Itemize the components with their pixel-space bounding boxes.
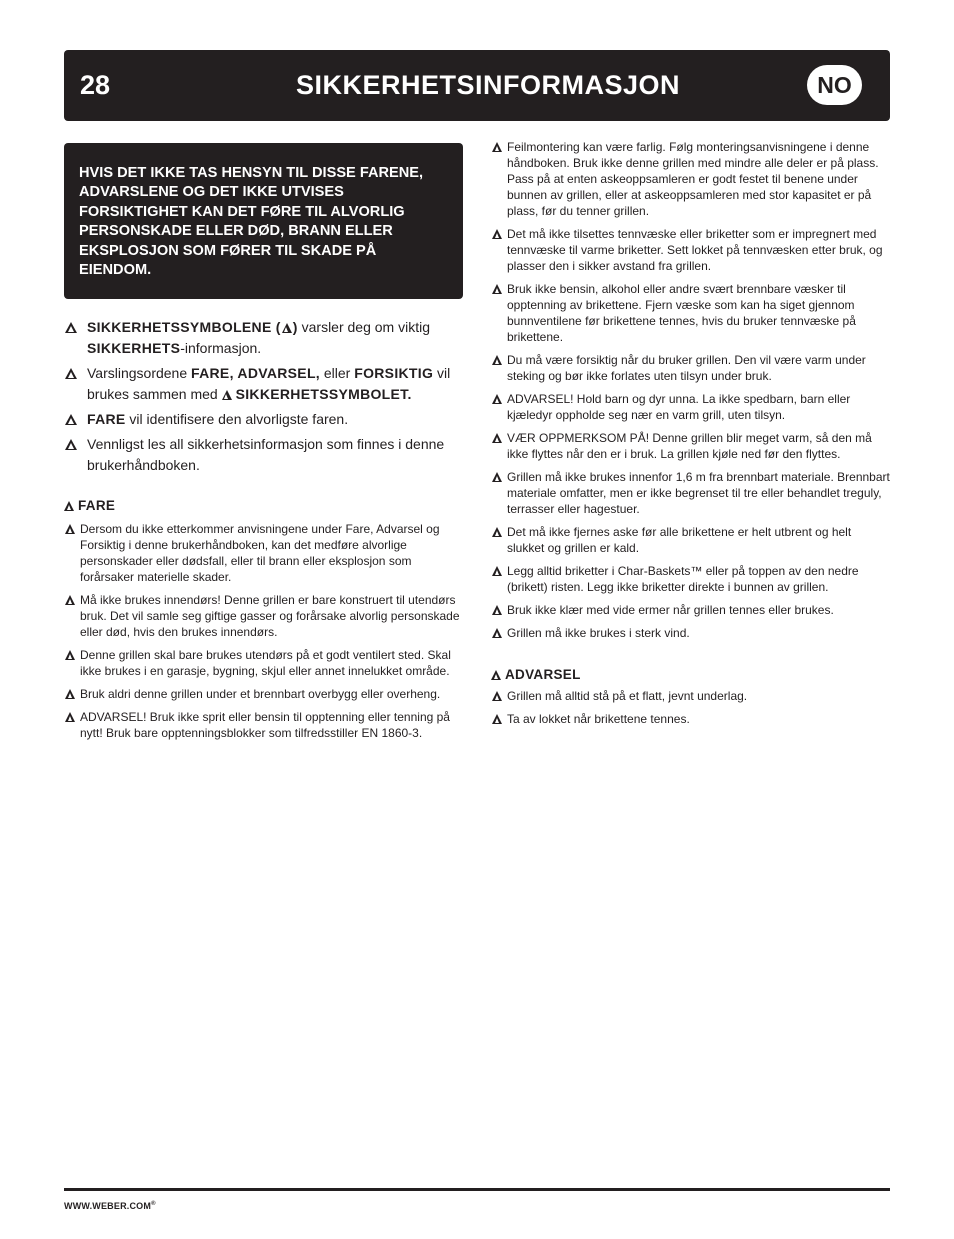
advarsel-heading [491, 667, 891, 682]
symbol-text: Vennligst les all sikkerhetsinformasjon som finnes i denne brukerhåndboken. [87, 436, 445, 473]
list-item [64, 709, 466, 741]
symbol-text: eller [320, 365, 355, 381]
symbol-term: FORSIKTIG [354, 365, 434, 381]
list-item-text: ADVARSEL! Hold barn og dyr unna. La ikke spedbarn, barn eller kjæledyr oppholde seg nær en varm grill, uten tilsyn. [507, 392, 851, 422]
warning-triangle-icon [65, 689, 75, 699]
warning-triangle-icon [65, 524, 75, 534]
list-item [491, 563, 891, 595]
warning-triangle-icon [65, 439, 77, 450]
list-item-text: ADVARSEL! Bruk ikke sprit eller bensin til opptenning eller tenning på nytt! Bruk bare opptenningsblokker som tilfredsstiller EN 1860-3. [80, 710, 450, 740]
list-item-text: Dersom du ikke etterkommer anvisningene under Fare, Advarsel og Forsiktig i denne brukerhåndboken, kan det medføre alvorlige personskader eller dødsfall, eller til brann eller eksplosjon som forårsaker materielle skader. [80, 522, 440, 584]
fare-heading [64, 498, 466, 513]
list-item-text: Feilmontering kan være farlig. Følg monteringsanvisningene i denne håndboken. Bruk ikke denne grillen med mindre alle deler er på plass. Pass på at enten askeoppsamleren er godt festet til benene under bunnen av grillen, eller at askeoppsamleren med stor kapasitet er på plass, før du tenner grillen. [507, 140, 879, 218]
page-header [64, 50, 890, 121]
left-column [64, 317, 466, 748]
warning-triangle-icon [491, 670, 501, 680]
symbol-item-2 [64, 363, 466, 405]
symbol-term: FARE [87, 411, 126, 427]
list-item [491, 469, 891, 517]
symbol-item-3 [64, 409, 466, 430]
list-item-text: Det må ikke fjernes aske før alle brikettene er helt utbrent og helt slukket og grillen er kald. [507, 525, 852, 555]
warning-triangle-icon [492, 566, 502, 576]
symbol-text: -informasjon. [180, 340, 262, 356]
list-item-text: Denne grillen skal bare brukes utendørs på et godt ventilert sted. Skal ikke brukes i en garasje, bygning, skjul eller annet innelukket område. [80, 648, 451, 678]
list-item [491, 625, 891, 641]
list-item [491, 352, 891, 384]
warning-triangle-icon [64, 501, 74, 511]
list-item [491, 139, 891, 219]
warning-triangle-icon [492, 284, 502, 294]
warning-triangle-icon [65, 712, 75, 722]
list-item [491, 711, 891, 727]
list-item-text: Bruk ikke klær med vide ermer når grillen tennes eller brukes. [507, 603, 834, 617]
warning-triangle-icon [65, 414, 77, 425]
warning-triangle-icon [65, 595, 75, 605]
warning-triangle-icon [492, 628, 502, 638]
symbol-text: vil brukes sammen med [87, 365, 451, 402]
list-item [491, 430, 891, 462]
symbol-text: Varslingsordene [87, 365, 192, 381]
website-text: WWW.WEBER.COM [64, 1201, 152, 1211]
footer-rule [64, 1188, 890, 1191]
symbol-text: vil identifisere den alvorligste faren. [125, 411, 349, 427]
list-item-text: Du må være forsiktig når du bruker grillen. Den vil være varm under steking og bør ikke forlates uten tilsyn under bruk. [507, 353, 866, 383]
list-item-text: Grillen må alltid stå på et flatt, jevnt underlag. [507, 689, 748, 703]
list-item-text: Bruk ikke bensin, alkohol eller andre svært brennbare væsker til opptenning av brikettene. Fjern væske som kan ha siget gjennom bunnventilene før brikettene tennes, hvis du bruker tennvæske på brikettene. [507, 282, 856, 344]
list-item [491, 226, 891, 274]
list-item-text: Det må ikke tilsettes tennvæske eller briketter som er impregnert med tennvæske til varme briketter. Sett lokket på tennvæsken etter bruk, og plasser den i sikker avstand fra grillen. [507, 227, 883, 273]
list-item-text: Legg alltid briketter i Char-Baskets™ eller på toppen av den nedre (brikett) risten. Legg ikke briketter direkte i bunnen av grillen. [507, 564, 859, 594]
list-item [491, 688, 891, 704]
list-item [491, 391, 891, 423]
warning-triangle-icon [492, 527, 502, 537]
warning-triangle-icon [222, 390, 232, 400]
symbol-term: FARE, ADVARSEL, [191, 365, 320, 381]
footer-website [64, 1201, 156, 1211]
list-item-text: VÆR OPPMERKSOM PÅ! Denne grillen blir meget varm, så den må ikke flyttes når den er i bruk. La grillen kjøle ned før den flyttes. [507, 431, 872, 461]
symbol-text: varsler deg om viktig [297, 319, 431, 335]
warning-triangle-icon [492, 714, 502, 724]
list-item-text: Grillen må ikke brukes i sterk vind. [507, 626, 690, 640]
list-item [64, 686, 466, 702]
hazard-warning-box [64, 143, 463, 299]
list-item-text: Bruk aldri denne grillen under et brennbart overbygg eller overheng. [80, 687, 441, 701]
warning-triangle-icon [65, 368, 77, 379]
warning-triangle-icon [492, 142, 502, 152]
hazard-warning-text: HVIS DET IKKE TAS HENSYN TIL DISSE FARENE, ADVARSLENE OG DET IKKE UTVISES FORSIKTIGHET KAN DET FØRE TIL ALVORLIG PERSONSKADE ELLER DØD, BRANN ELLER EKSPLOSJON SOM FØRER TIL SKADE PÅ EIENDOM. [79, 165, 424, 279]
symbol-term-close: ) [292, 319, 298, 335]
warning-triangle-icon [492, 433, 502, 443]
right-column [491, 139, 891, 734]
warning-triangle-icon [492, 394, 502, 404]
warning-triangle-icon [492, 355, 502, 365]
page-number: 28 [80, 70, 111, 100]
registered-mark: ® [151, 1201, 156, 1207]
list-item [64, 521, 466, 585]
warning-triangle-icon [492, 691, 502, 701]
list-item [491, 281, 891, 345]
fare-heading-label: FARE [78, 498, 116, 513]
list-item [491, 602, 891, 618]
symbol-term: SIKKERHETSSYMBOLENE ( [87, 319, 281, 335]
warning-triangle-icon [65, 322, 77, 333]
advarsel-heading-label: ADVARSEL [505, 667, 581, 682]
list-item [491, 524, 891, 556]
symbol-item-4 [64, 434, 466, 476]
list-item-text: Ta av lokket når brikettene tennes. [507, 712, 690, 726]
list-item-text: Grillen må ikke brukes innenfor 1,6 m fra brennbart materiale. Brennbart materiale omfatter, men er ikke begrenset til tre eller behandlet treguly, terrasser eller hagestuer. [507, 470, 890, 516]
list-item [64, 592, 466, 640]
list-item-text: Må ikke brukes innendørs! Denne grillen er bare konstruert til utendørs bruk. Det vil samle seg giftige gasser og forårsake alvorlig personskade eller død, hvis den brukes innendørs. [80, 593, 460, 639]
page-title: SIKKERHETSINFORMASJON [296, 70, 681, 100]
warning-triangle-icon [282, 323, 292, 333]
warning-triangle-icon [492, 229, 502, 239]
symbol-item-1 [64, 317, 466, 359]
symbol-term: SIKKERHETSSYMBOLET. [235, 386, 412, 402]
symbol-term: SIKKERHETS [87, 340, 181, 356]
warning-triangle-icon [492, 472, 502, 482]
warning-triangle-icon [65, 650, 75, 660]
language-badge: NO [807, 65, 862, 105]
warning-triangle-icon [492, 605, 502, 615]
list-item [64, 647, 466, 679]
